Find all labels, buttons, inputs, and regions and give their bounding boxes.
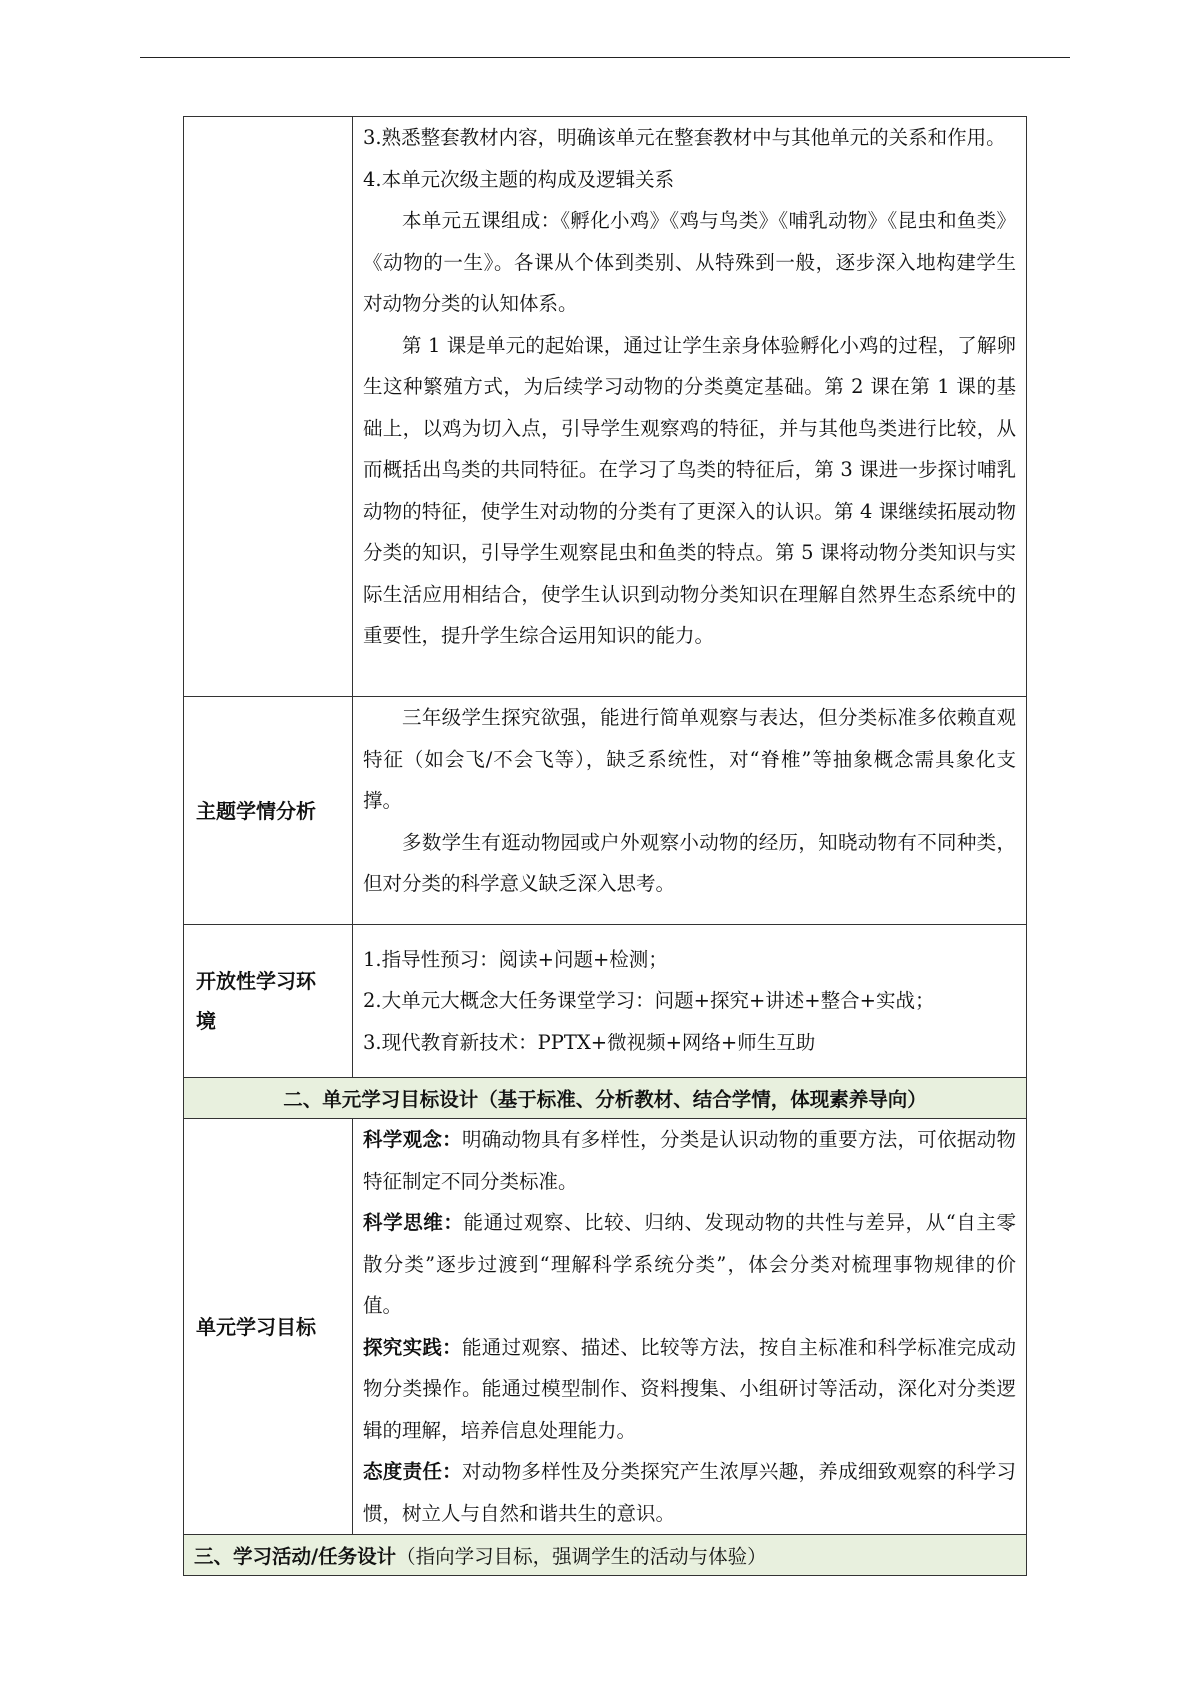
intro-item3: 3.熟悉整套教材内容，明确该单元在整套教材中与其他单元的关系和作用。 <box>363 126 1006 149</box>
goal-science-concept-term: 科学观念： <box>363 1128 462 1151</box>
goal-science-thinking-text: 能通过观察、比较、归纳、发现动物的共性与差异，从“自主零散分类”逐步过渡到“理解科学系统分类”，体会分类对梳理事物规律的价值。 <box>363 1211 1016 1317</box>
goal-science-concept <box>363 1119 1016 1202</box>
goal-science-thinking-term: 科学思维： <box>363 1211 464 1234</box>
lesson-plan-table <box>183 116 1027 1576</box>
section2-row <box>184 1078 1027 1119</box>
header-rule <box>140 57 1070 58</box>
analysis-row <box>184 697 1027 925</box>
analysis-label <box>184 697 353 925</box>
analysis-para1: 三年级学生探究欲强，能进行简单观察与表达，但分类标准多依赖直观特征（如会飞/不会飞等），缺乏系统性，对“脊椎”等抽象概念需具象化支撑。 <box>363 706 1016 812</box>
analysis-content-cell <box>353 697 1027 925</box>
intro-label-cell <box>184 117 353 697</box>
section3-row <box>184 1535 1027 1576</box>
goals-label <box>184 1119 353 1535</box>
intro-para2: 第 1 课是单元的起始课，通过让学生亲身体验孵化小鸡的过程，了解卵生这种繁殖方式，为后续学习动物的分类奠定基础。第 2 课在第 1 课的基础上，以鸡为切入点，引导学生观察鸡的特征，并与其他鸟类进行比较，从而概括出鸟类的共同特征。在学习了鸟类的特征后，第 3 课进一步探讨哺乳动物的特征，使学生对动物的分类有了更深入的认识。第 4 课继续拓展动物分类的知识，引导学生观察昆虫和鱼类的特点。第 5 课将动物分类知识与实际生活应用相结合，使学生认识到动物分类知识在理解自然界生态系统中的重要性，提升学生综合运用知识的能力。 <box>363 333 1016 647</box>
environment-content-cell <box>353 925 1027 1078</box>
intro-row <box>184 117 1027 697</box>
goal-attitude <box>363 1451 1016 1534</box>
section3-note: （指向学习目标，强调学生的活动与体验） <box>396 1545 767 1568</box>
section3-header <box>184 1535 1027 1576</box>
goals-content-cell <box>353 1119 1027 1535</box>
goals-label-text: 单元学习目标 <box>196 1314 316 1339</box>
goal-attitude-term: 态度责任： <box>363 1460 462 1483</box>
analysis-label-text: 主题学情分析 <box>196 798 316 823</box>
environment-item1: 1.指导性预习：阅读+问题+检测； <box>363 947 668 971</box>
intro-item4: 4.本单元次级主题的构成及逻辑关系 <box>363 167 675 191</box>
goal-inquiry-practice <box>363 1327 1016 1452</box>
environment-item3: 3.现代教育新技术：PPTX+微视频+网络+师生互助 <box>363 1030 816 1054</box>
intro-para1: 本单元五课组成：《孵化小鸡》《鸡与鸟类》《哺乳动物》《昆虫和鱼类》《动物的一生》。各课从个体到类别、从特殊到一般，逐步深入地构建学生对动物分类的认知体系。 <box>363 209 1016 315</box>
analysis-para2: 多数学生有逛动物园或户外观察小动物的经历，知晓动物有不同种类，但对分类的科学意义缺乏深入思考。 <box>363 830 1016 895</box>
environment-label <box>184 925 353 1078</box>
goal-inquiry-practice-term: 探究实践： <box>363 1335 462 1359</box>
goal-science-concept-text: 明确动物具有多样性，分类是认识动物的重要方法，可依据动物特征制定不同分类标准。 <box>363 1128 1016 1193</box>
section3-title: 三、学习活动/任务设计 <box>194 1545 397 1568</box>
goal-inquiry-practice-text: 能通过观察、描述、比较等方法，按自主标准和科学标准完成动物分类操作。能通过模型制作、资料搜集、小组研讨等活动，深化对分类逻辑的理解，培养信息处理能力。 <box>363 1335 1016 1442</box>
section2-header <box>184 1078 1027 1119</box>
section2-title: 二、单元学习目标设计（基于标准、分析教材、结合学情，体现素养导向） <box>283 1088 927 1111</box>
environment-label-line2: 境 <box>196 1009 216 1033</box>
intro-content-cell <box>353 117 1027 697</box>
goal-science-thinking <box>363 1202 1016 1327</box>
environment-row <box>184 925 1027 1078</box>
goal-attitude-text: 对动物多样性及分类探究产生浓厚兴趣，养成细致观察的科学习惯，树立人与自然和谐共生的意识。 <box>363 1460 1016 1525</box>
environment-label-line1: 开放性学习环 <box>196 969 316 993</box>
goals-row <box>184 1119 1027 1535</box>
environment-item2: 2.大单元大概念大任务课堂学习：问题+探究+讲述+整合+实战； <box>363 989 935 1013</box>
